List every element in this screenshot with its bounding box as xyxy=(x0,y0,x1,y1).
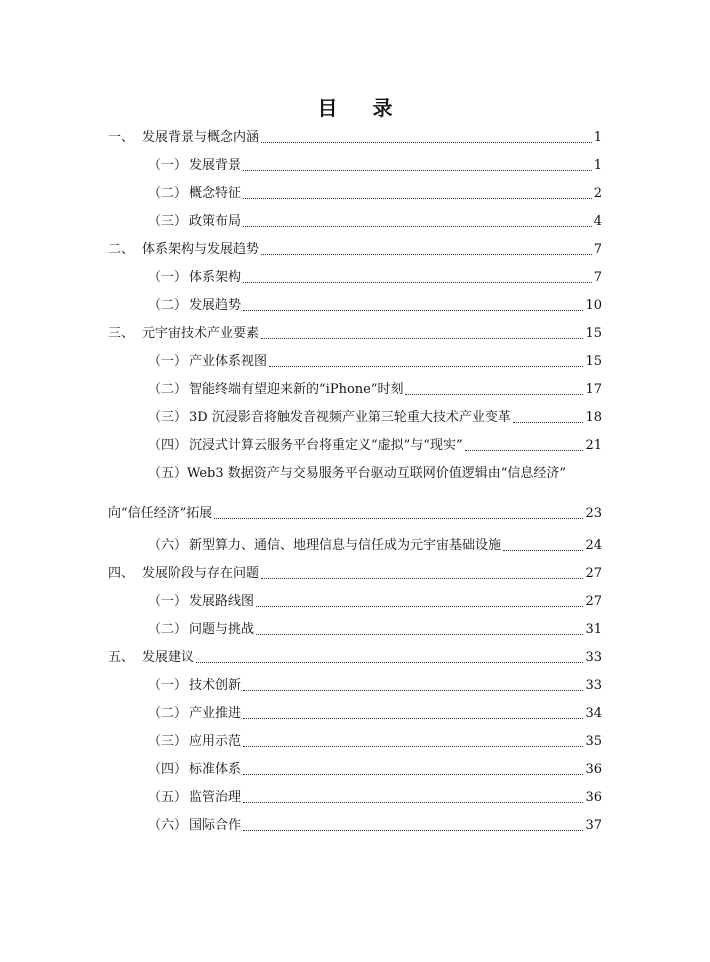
toc-entry-2-1[interactable] xyxy=(148,270,602,286)
toc-entry-3-5-continued[interactable] xyxy=(108,506,602,522)
toc-entry-3-3[interactable] xyxy=(148,410,602,426)
toc-text: 发展阶段与存在问题 xyxy=(142,566,260,581)
toc-entry-4-1[interactable] xyxy=(148,594,602,610)
dot-leader xyxy=(503,550,583,551)
toc-number: （六） xyxy=(148,538,188,553)
dot-leader xyxy=(256,606,583,607)
toc-text: 新型算力、通信、地理信息与信任成为元宇宙基础设施 xyxy=(189,538,502,553)
toc-number: （五） xyxy=(148,466,188,481)
toc-number: （一） xyxy=(148,594,188,609)
toc-page: 27 xyxy=(585,566,602,581)
toc-entry-2[interactable] xyxy=(108,242,602,258)
toc-page: 35 xyxy=(585,734,602,749)
toc-page: 7 xyxy=(593,270,602,285)
toc-entry-1[interactable] xyxy=(108,130,602,146)
toc-text: 应用示范 xyxy=(189,734,242,749)
toc-number: （二） xyxy=(148,706,188,721)
toc-text: 体系架构 xyxy=(189,270,242,285)
toc-text: 智能终端有望迎来新的“iPhone”时刻 xyxy=(189,382,404,397)
toc-text: Web3 数据资产与交易服务平台驱动互联网价值逻辑由“信息经济” xyxy=(187,466,567,481)
toc-page: 1 xyxy=(593,130,602,145)
toc-number: （一） xyxy=(148,158,188,173)
toc-entry-4-2[interactable] xyxy=(148,622,602,638)
toc-number: （四） xyxy=(148,762,188,777)
dot-leader xyxy=(405,394,583,395)
toc-number: （五） xyxy=(148,790,188,805)
toc-page: 23 xyxy=(585,506,602,521)
toc-page: 17 xyxy=(585,382,602,397)
dot-leader xyxy=(243,774,583,775)
toc-entry-5-6[interactable] xyxy=(148,818,602,834)
toc-page: 36 xyxy=(585,790,602,805)
toc-page: 21 xyxy=(585,438,602,453)
dot-leader xyxy=(513,422,584,423)
dot-leader xyxy=(261,142,592,143)
toc-page: 33 xyxy=(585,650,602,665)
toc-text: 发展路线图 xyxy=(189,594,255,609)
dot-leader xyxy=(243,198,592,199)
toc-number: （一） xyxy=(148,270,188,285)
toc-entry-5-4[interactable] xyxy=(148,762,602,778)
dot-leader xyxy=(269,366,583,367)
toc-text: 3D 沉浸影音将触发音视频产业第三轮重大技术产业变革 xyxy=(189,410,511,425)
toc-number: 四、 xyxy=(108,566,135,581)
toc-entry-4[interactable] xyxy=(108,566,602,582)
toc-title: 目 录 xyxy=(317,96,407,120)
toc-number: 五、 xyxy=(108,650,135,665)
toc-page: 4 xyxy=(593,214,602,229)
toc-number: （六） xyxy=(148,818,188,833)
toc-text: 概念特征 xyxy=(189,186,242,201)
toc-page: 1 xyxy=(593,158,602,173)
dot-leader xyxy=(243,170,592,171)
toc-entry-5-2[interactable] xyxy=(148,706,602,722)
toc-number: 一、 xyxy=(108,130,135,145)
toc-text: 监管治理 xyxy=(189,790,242,805)
toc-number: （四） xyxy=(148,438,188,453)
toc-entry-5-5[interactable] xyxy=(148,790,602,806)
toc-text: 技术创新 xyxy=(189,678,242,693)
dot-leader xyxy=(243,310,583,311)
toc-page: 24 xyxy=(585,538,602,553)
toc-entry-2-2[interactable] xyxy=(148,298,602,314)
toc-number: （二） xyxy=(148,298,188,313)
toc-number: 三、 xyxy=(108,326,135,341)
toc-text: 产业推进 xyxy=(189,706,242,721)
toc-page: 27 xyxy=(585,594,602,609)
toc-number: （二） xyxy=(148,186,188,201)
toc-text: 发展背景 xyxy=(189,158,242,173)
toc-entry-3-6[interactable] xyxy=(148,538,602,554)
toc-entry-3-5[interactable] xyxy=(148,466,566,482)
toc-page: 15 xyxy=(585,326,602,341)
toc-page: 10 xyxy=(585,298,602,313)
toc-entry-3[interactable] xyxy=(108,326,602,342)
dot-leader xyxy=(243,746,583,747)
toc-number: （一） xyxy=(148,678,188,693)
toc-entry-1-1[interactable] xyxy=(148,158,602,174)
dot-leader xyxy=(261,338,583,339)
toc-entry-3-4[interactable] xyxy=(148,438,602,454)
toc-page: 31 xyxy=(585,622,602,637)
toc-text: 发展建议 xyxy=(142,650,195,665)
dot-leader xyxy=(465,450,584,451)
toc-number: （三） xyxy=(148,214,188,229)
toc-page: 33 xyxy=(585,678,602,693)
dot-leader xyxy=(243,226,592,227)
toc-entry-3-1[interactable] xyxy=(148,354,602,370)
toc-page: 15 xyxy=(585,354,602,369)
toc-page: 18 xyxy=(585,410,602,425)
toc-text: 体系架构与发展趋势 xyxy=(142,242,260,257)
toc-entry-5[interactable] xyxy=(108,650,602,666)
dot-leader xyxy=(214,518,583,519)
toc-number: （二） xyxy=(148,622,188,637)
dot-leader xyxy=(243,282,592,283)
toc-page: 37 xyxy=(585,818,602,833)
toc-text: 发展趋势 xyxy=(189,298,242,313)
toc-page: 2 xyxy=(593,186,602,201)
toc-text: 问题与挑战 xyxy=(189,622,255,637)
toc-text: 元宇宙技术产业要素 xyxy=(142,326,260,341)
dot-leader xyxy=(243,802,583,803)
toc-page: 36 xyxy=(585,762,602,777)
dot-leader xyxy=(261,578,583,579)
toc-entry-1-3[interactable] xyxy=(148,214,602,230)
toc-text-continued: 向“信任经济”拓展 xyxy=(108,506,213,521)
toc-number: （一） xyxy=(148,354,188,369)
toc-entry-1-2[interactable] xyxy=(148,186,602,202)
toc-text: 产业体系视图 xyxy=(189,354,268,369)
dot-leader xyxy=(243,718,583,719)
toc-number: （三） xyxy=(148,410,188,425)
dot-leader xyxy=(256,634,583,635)
toc-entry-3-2[interactable] xyxy=(148,382,602,398)
toc-text: 国际合作 xyxy=(189,818,242,833)
toc-number: （三） xyxy=(148,734,188,749)
toc-entry-5-3[interactable] xyxy=(148,734,602,750)
toc-entry-5-1[interactable] xyxy=(148,678,602,694)
toc-page: 34 xyxy=(585,706,602,721)
toc-text: 政策布局 xyxy=(189,214,242,229)
toc-text: 发展背景与概念内涵 xyxy=(142,130,260,145)
toc-page: 7 xyxy=(593,242,602,257)
dot-leader xyxy=(261,254,592,255)
toc-text: 标准体系 xyxy=(189,762,242,777)
toc-number: 二、 xyxy=(108,242,135,257)
toc-text: 沉浸式计算云服务平台将重定义“虚拟”与“现实” xyxy=(189,438,463,453)
dot-leader xyxy=(243,690,583,691)
dot-leader xyxy=(243,830,583,831)
toc-number: （二） xyxy=(148,382,188,397)
dot-leader xyxy=(196,662,583,663)
